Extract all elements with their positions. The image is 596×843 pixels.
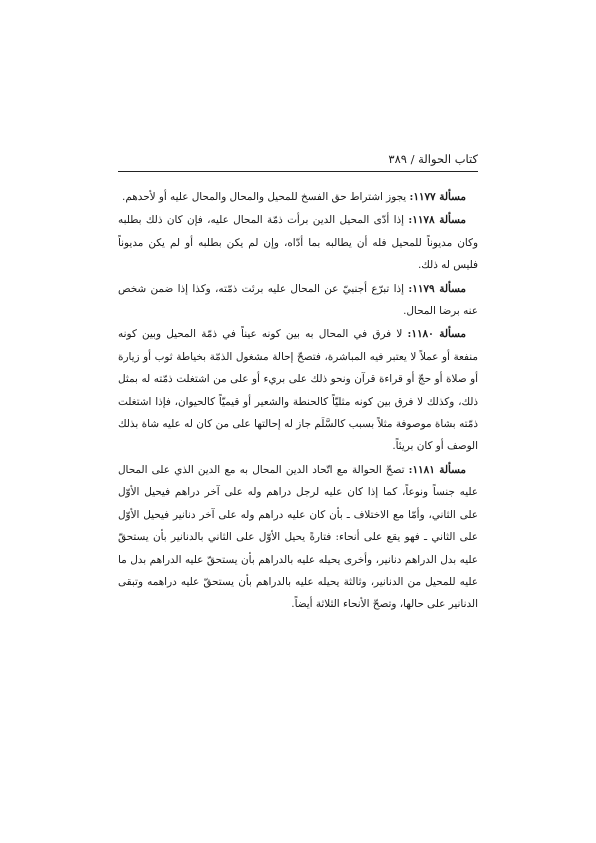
running-header: كتاب الحوالة / ٣٨٩ xyxy=(118,150,478,172)
book-page xyxy=(118,150,478,617)
issue-text: لا فرق في المحال به بين كونه عيناً في ذمّة المحيل وبين كونه منفعة أو عملاً لا يعتبر فيه المباشرة، فتصحّ إحالة مشغول الذمّة بخياطة ثوب أو زيارة أو صلاة أو حجّ أو قراءة قرآن ونحو ذلك على بريء أو على من اشتغلت ذمّته له بمثل ذلك، وكذلك لا فرق بين كونه مثليّاً كالحنطة والشعير أو قيميّاً كالحيوان، فإذا اشتغلت ذمّته بشاة موصوفة مثلاً بسبب كالسَّلَم جاز له إحالتها على من كان له عليه شاة بذلك الوصف أو كان بريئاً. xyxy=(118,328,478,453)
issue-text: إذا أدّى المحيل الدين برأت ذمّة المحال عليه، فإن كان ذلك بطلبه وكان مديوناً للمحيل فله أن يطالبه بما أدّاه، وإن لم يكن بطلبه أو لم يكن مديوناً فليس له ذلك. xyxy=(118,214,478,272)
issue-1177 xyxy=(118,186,478,208)
issue-text: تصحّ الحوالة مع اتّحاد الدين المحال به مع الدين الذي على المحال عليه جنساً ونوعاً، كما إذا كان عليه لرجل دراهم وله على آخر دراهم فيحيل الأوّل على الثاني، وأمّا مع الاختلاف ـ بأن كان عليه دراهم وله على آخر دنانير فيحيل الأوّل على الثاني ـ فهو يقع على أنحاء: فتارةً يحيل الأوّل على الثاني بالدنانير بأن يستحقّ عليه بدل الدراهم دنانير، وأخرى يحيله عليه بالدراهم بأن يستحقّ عليه الدراهم بدل ما عليه للمحيل من الدنانير، وثالثة يحيله عليه بالدراهم بأن يستحقّ عليه دراهمه وتبقى الدنانير على حالها، وتصحّ الأنحاء الثلاثة أيضاً. xyxy=(118,463,478,611)
issue-1178 xyxy=(118,209,478,276)
issue-number: مسألة ١١٧٨: xyxy=(408,214,466,227)
issue-number: مسألة ١١٧٩: xyxy=(408,282,466,295)
issue-1181 xyxy=(118,459,478,616)
issue-number: مسألة ١١٨٠: xyxy=(407,328,466,341)
issue-1179 xyxy=(118,278,478,323)
issue-text: إذا تبرّع أجنبيّ عن المحال عليه برئت ذمّته، وكذا إذا ضمن شخص عنه برضا المحال. xyxy=(118,282,478,318)
issue-number: مسألة ١١٧٧: xyxy=(409,191,466,203)
issue-1180 xyxy=(118,323,478,457)
issue-number: مسألة ١١٨١: xyxy=(408,463,466,476)
issue-text: يجوز اشتراط حق الفسخ للمحيل والمحال والمحال عليه أو لأحدهم. xyxy=(122,191,410,203)
